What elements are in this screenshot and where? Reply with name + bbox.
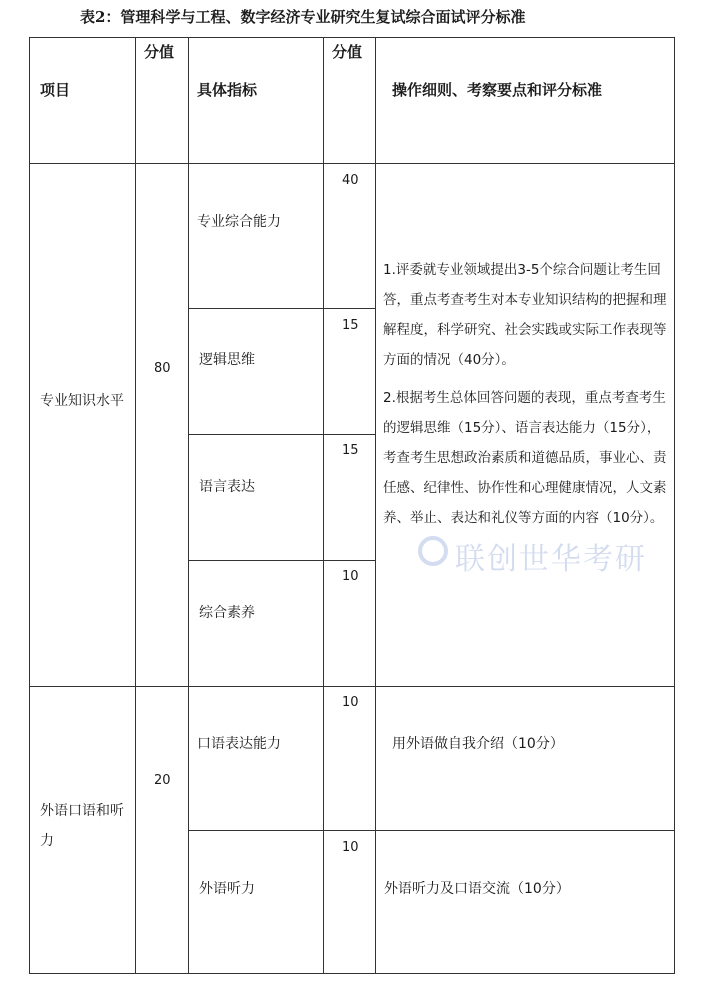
detail-text: 外语听力及口语交流（10分） xyxy=(384,881,570,897)
indicator-score: 10 xyxy=(342,840,359,855)
indicator-name: 专业综合能力 xyxy=(197,214,281,230)
indicator-name: 口语表达能力 xyxy=(197,736,281,752)
indicator-name: 语言表达 xyxy=(199,479,255,495)
detail-paragraph-2: 2.根据考生总体回答问题的表现，重点考查考生的逻辑思维（15分）、语言表达能力（15分），考查考生思想政治素质和道德品质，事业心、责任感、纪律性、协作性和心理健康情况，人文素养、举止、表达和礼仪等方面的内容（10分）。 xyxy=(383,390,667,526)
indicator-name: 外语听力 xyxy=(199,881,255,897)
group-name: 专业知识水平 xyxy=(40,393,124,409)
indicator-score: 15 xyxy=(342,318,359,333)
detail-text xyxy=(383,255,669,541)
indicator-score: 40 xyxy=(342,173,359,188)
group-score: 80 xyxy=(154,361,171,376)
detail-text: 用外语做自我介绍（10分） xyxy=(392,736,564,752)
indicator-name: 综合素养 xyxy=(199,605,255,621)
group-score: 20 xyxy=(154,773,171,788)
group-name: 外语口语和听力 xyxy=(40,803,124,849)
detail-paragraph-1: 1.评委就专业领域提出3-5个综合问题让考生回答，重点考查考生对本专业知识结构的把握和理解程度，科学研究、社会实践或实际工作表现等方面的情况（40分）。 xyxy=(383,262,667,368)
indicator-score: 15 xyxy=(342,443,359,458)
table-title: 表2：管理科学与工程、数字经济专业研究生复试综合面试评分标准 xyxy=(80,8,526,26)
header-score-1: 分值 xyxy=(144,43,175,61)
indicator-score: 10 xyxy=(342,569,359,584)
watermark-logo-icon xyxy=(418,536,448,566)
indicator-name: 逻辑思维 xyxy=(199,352,255,368)
watermark: 联创世华考研 xyxy=(455,542,647,577)
header-score-2: 分值 xyxy=(332,43,363,61)
indicator-score: 10 xyxy=(342,695,359,710)
header-detail: 操作细则、考察要点和评分标准 xyxy=(392,81,603,99)
header-indicator: 具体指标 xyxy=(197,81,258,99)
header-item: 项目 xyxy=(40,81,71,99)
